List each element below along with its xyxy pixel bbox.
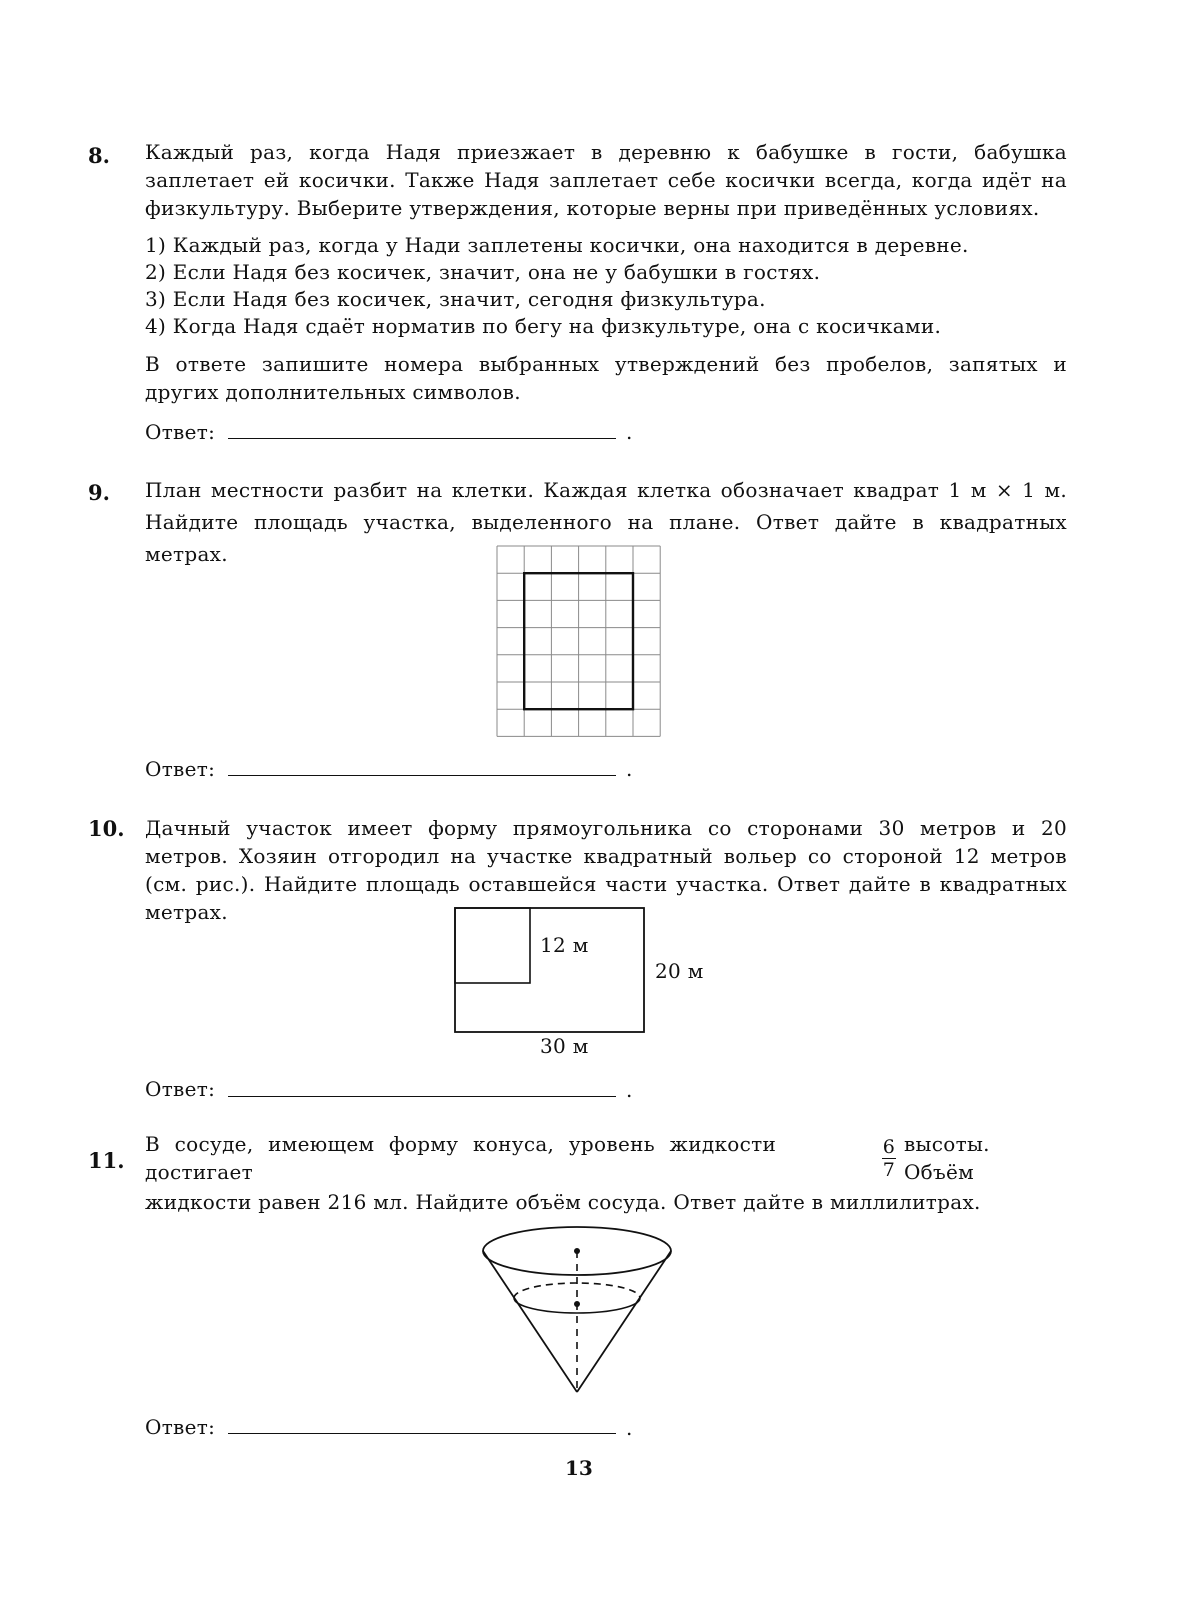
q11-cone-figure [480, 1220, 680, 1395]
q8-stem: Каждый раз, когда Надя приезжает в деревню к бабушке в гости, бабушка заплетает ей косички. Также Надя заплетает себе косички всегда, когда идёт на физкультуру. Выберите утверждения, которые верны при приведённых условиях. [145, 140, 1067, 220]
page-number: 13 [565, 1456, 593, 1480]
q9-answer-label: Ответ: [145, 757, 216, 781]
q11-liquid-center-point [574, 1301, 580, 1307]
q11-stem-line1 [145, 1132, 1067, 1184]
q10-label-height: 20 м [655, 959, 704, 983]
q10-plot-rectangle [455, 908, 644, 1032]
q9-stem-math: 1 м × 1 м [948, 478, 1061, 502]
q11-fraction [882, 1136, 896, 1181]
q8-number: 8. [88, 143, 110, 168]
q10-answer-field[interactable] [228, 1096, 616, 1097]
q11-top-center-point [574, 1248, 580, 1254]
q8-instruction: В ответе запишите номера выбранных утверждений без пробелов, запятых и других дополнительных символов. [145, 352, 1067, 404]
q9-answer-dot: . [626, 757, 633, 781]
q8-option-3: 3) Если Надя без косичек, значит, сегодня физкультура. [145, 287, 766, 311]
q11-fraction-numerator: 6 [882, 1135, 896, 1158]
q11-answer-dot: . [626, 1416, 633, 1440]
q10-enclosure-square [455, 908, 530, 983]
q8-answer-field[interactable] [228, 438, 616, 439]
q10-answer-dot: . [626, 1078, 633, 1102]
q9-stem-part-a: План местности разбит на клетки. Каждая клетка обозначает квадрат [145, 478, 940, 502]
q8-option-2: 2) Если Надя без косичек, значит, она не у бабушки в гостях. [145, 260, 821, 284]
q11-answer-field[interactable] [228, 1433, 616, 1434]
q11-stem-line2: жидкости равен 216 мл. Найдите объём сосуда. Ответ дайте в миллилитрах. [145, 1190, 981, 1214]
q10-number: 10. [88, 816, 125, 841]
q11-fraction-denominator: 7 [882, 1158, 896, 1181]
q10-plot-figure [450, 903, 650, 1043]
q10-answer-label: Ответ: [145, 1077, 216, 1101]
q8-answer-label: Ответ: [145, 420, 216, 444]
q9-answer-field[interactable] [228, 775, 616, 776]
q8-option-4: 4) Когда Надя сдаёт норматив по бегу на физкультуре, она с косичками. [145, 314, 942, 338]
q11-answer-label: Ответ: [145, 1415, 216, 1439]
q8-option-1: 1) Каждый раз, когда у Нади заплетены косички, она находится в деревне. [145, 233, 969, 257]
q8-answer-dot: . [626, 420, 633, 444]
q10-stem: Дачный участок имеет форму прямоугольника со сторонами 30 метров и 20 метров. Хозяин отгородил на участке квадратный вольер со стороной 12 метров (см. рис.). Найдите площадь оставшейся части участка. Ответ дайте в квадратных метрах. [145, 816, 1067, 924]
q11-stem-part-b-start: высоты. Объём [903, 1132, 990, 1184]
q11-number: 11. [88, 1148, 125, 1173]
q9-stem-part-b: . Найдите площадь участка, выделенного на плане. Ответ дайте в квадратных метрах. [145, 478, 1067, 566]
q9-number: 9. [88, 480, 110, 505]
q10-label-square: 12 м [540, 933, 589, 957]
q11-stem-part-a: В сосуде, имеющем форму конуса, уровень жидкости достигает [145, 1132, 777, 1184]
q10-label-width: 30 м [540, 1034, 589, 1058]
q9-grid-figure [496, 545, 660, 735]
